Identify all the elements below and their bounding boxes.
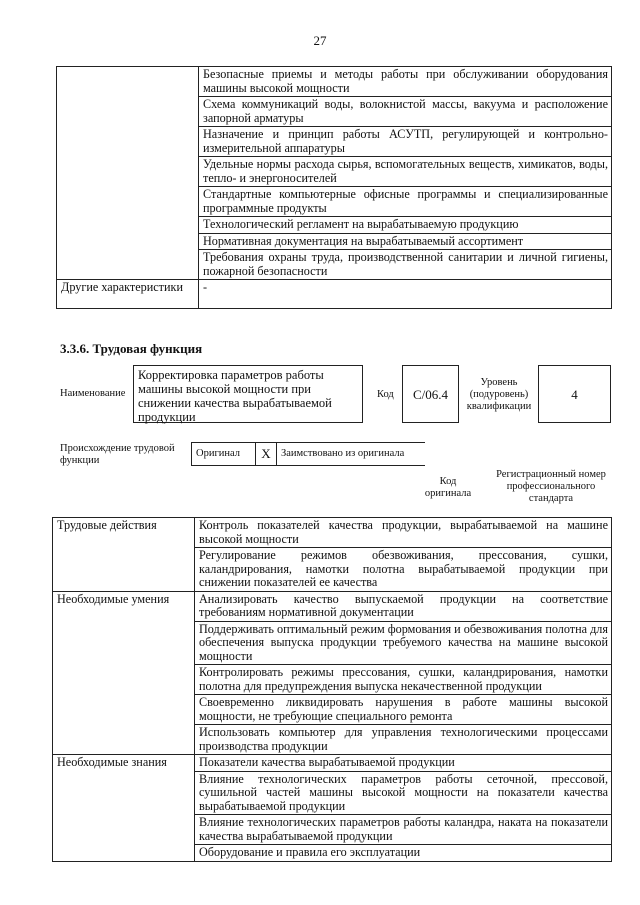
knowledge-item: Назначение и принцип работы АСУТП, регулирующей и контрольно-измерительной аппаратуры xyxy=(199,127,612,157)
labor-actions-label: Трудовые действия xyxy=(53,518,195,592)
knowledge-item: Схема коммуникаций воды, волокнистой массы, вакуума и расположение запорной арматуры xyxy=(199,97,612,127)
labor-action-item: Регулирование режимов обезвоживания, прессования, сушки, каландрирования, намотки полотна вырабатываемой продукции при снижении показателей ее качества xyxy=(195,548,612,592)
knowledge-item: Влияние технологических параметров работы каландра, наката на показатели качества вырабатываемой продукции xyxy=(195,815,612,845)
section-title: 3.3.6. Трудовая функция xyxy=(60,341,203,356)
origin-label: Происхождение трудовой функции xyxy=(60,443,175,466)
other-characteristics-label: Другие характеристики xyxy=(57,280,199,309)
code-original-label: Код оригинала xyxy=(424,476,472,499)
code-label: Код xyxy=(377,389,394,400)
knowledge-item: Удельные нормы расхода сырья, вспомогательных веществ, химикатов, воды, тепло- и энергоносителей xyxy=(199,157,612,187)
knowledge-label: Необходимые знания xyxy=(53,755,195,862)
qualification-level-box: 4 xyxy=(538,365,611,423)
knowledge-continuation-table xyxy=(56,66,612,309)
borrowed-label: Заимствовано из оригинала xyxy=(277,443,426,466)
function-name-box: Корректировка параметров работы машины высокой мощности при снижении качества вырабатываемой продукции xyxy=(133,365,363,423)
skill-item: Анализировать качество выпускаемой продукции на соответствие требованиям нормативной документации xyxy=(195,591,612,621)
labor-action-item: Контроль показателей качества продукции, вырабатываемой на машине высокой мощности xyxy=(195,518,612,548)
knowledge-item: Технологический регламент на вырабатываемую продукцию xyxy=(199,217,612,234)
qualification-level-label: Уровень (подуровень) квалификации xyxy=(466,377,532,412)
skill-item: Поддерживать оптимальный режим формования и обезвоживания полотна для обеспечения выпуска продукции требуемого качества на машине высокой мощности xyxy=(195,621,612,665)
skills-label: Необходимые умения xyxy=(53,591,195,755)
original-checkmark: X xyxy=(256,443,277,466)
knowledge-item: Безопасные приемы и методы работы при обслуживании оборудования машины высокой мощности xyxy=(199,67,612,97)
skill-item: Своевременно ликвидировать нарушения в работе машины высокой мощности, не требующие специального ремонта xyxy=(195,695,612,725)
other-characteristics-value: - xyxy=(199,280,612,309)
knowledge-item: Требования охраны труда, производственной санитарии и личной гигиены, пожарной безопасности xyxy=(199,250,612,280)
function-code-box: C/06.4 xyxy=(402,365,459,423)
knowledge-item: Нормативная документация на вырабатываемый ассортимент xyxy=(199,233,612,250)
knowledge-item: Оборудование и правила его эксплуатации xyxy=(195,845,612,862)
skill-item: Использовать компьютер для управления технологическими процессами производства продукции xyxy=(195,725,612,755)
knowledge-item: Стандартные компьютерные офисные программы и специализированные программные продукты xyxy=(199,187,612,217)
labor-function-table xyxy=(52,517,612,862)
knowledge-item: Влияние технологических параметров работы сеточной, прессовой, сушильной частей машины высокой мощности на показатели качества вырабатываемой продукции xyxy=(195,771,612,815)
origin-table xyxy=(191,442,425,466)
skill-item: Контролировать режимы прессования, сушки, каландрирования, намотки полотна для предупреждения выпуска некачественной продукции xyxy=(195,665,612,695)
registration-number-label: Регистрационный номер профессионального стандарта xyxy=(496,469,606,504)
original-label: Оригинал xyxy=(192,443,256,466)
page-number: 27 xyxy=(313,33,327,48)
knowledge-item: Показатели качества вырабатываемой продукции xyxy=(195,755,612,772)
name-label: Наименование xyxy=(60,388,126,399)
